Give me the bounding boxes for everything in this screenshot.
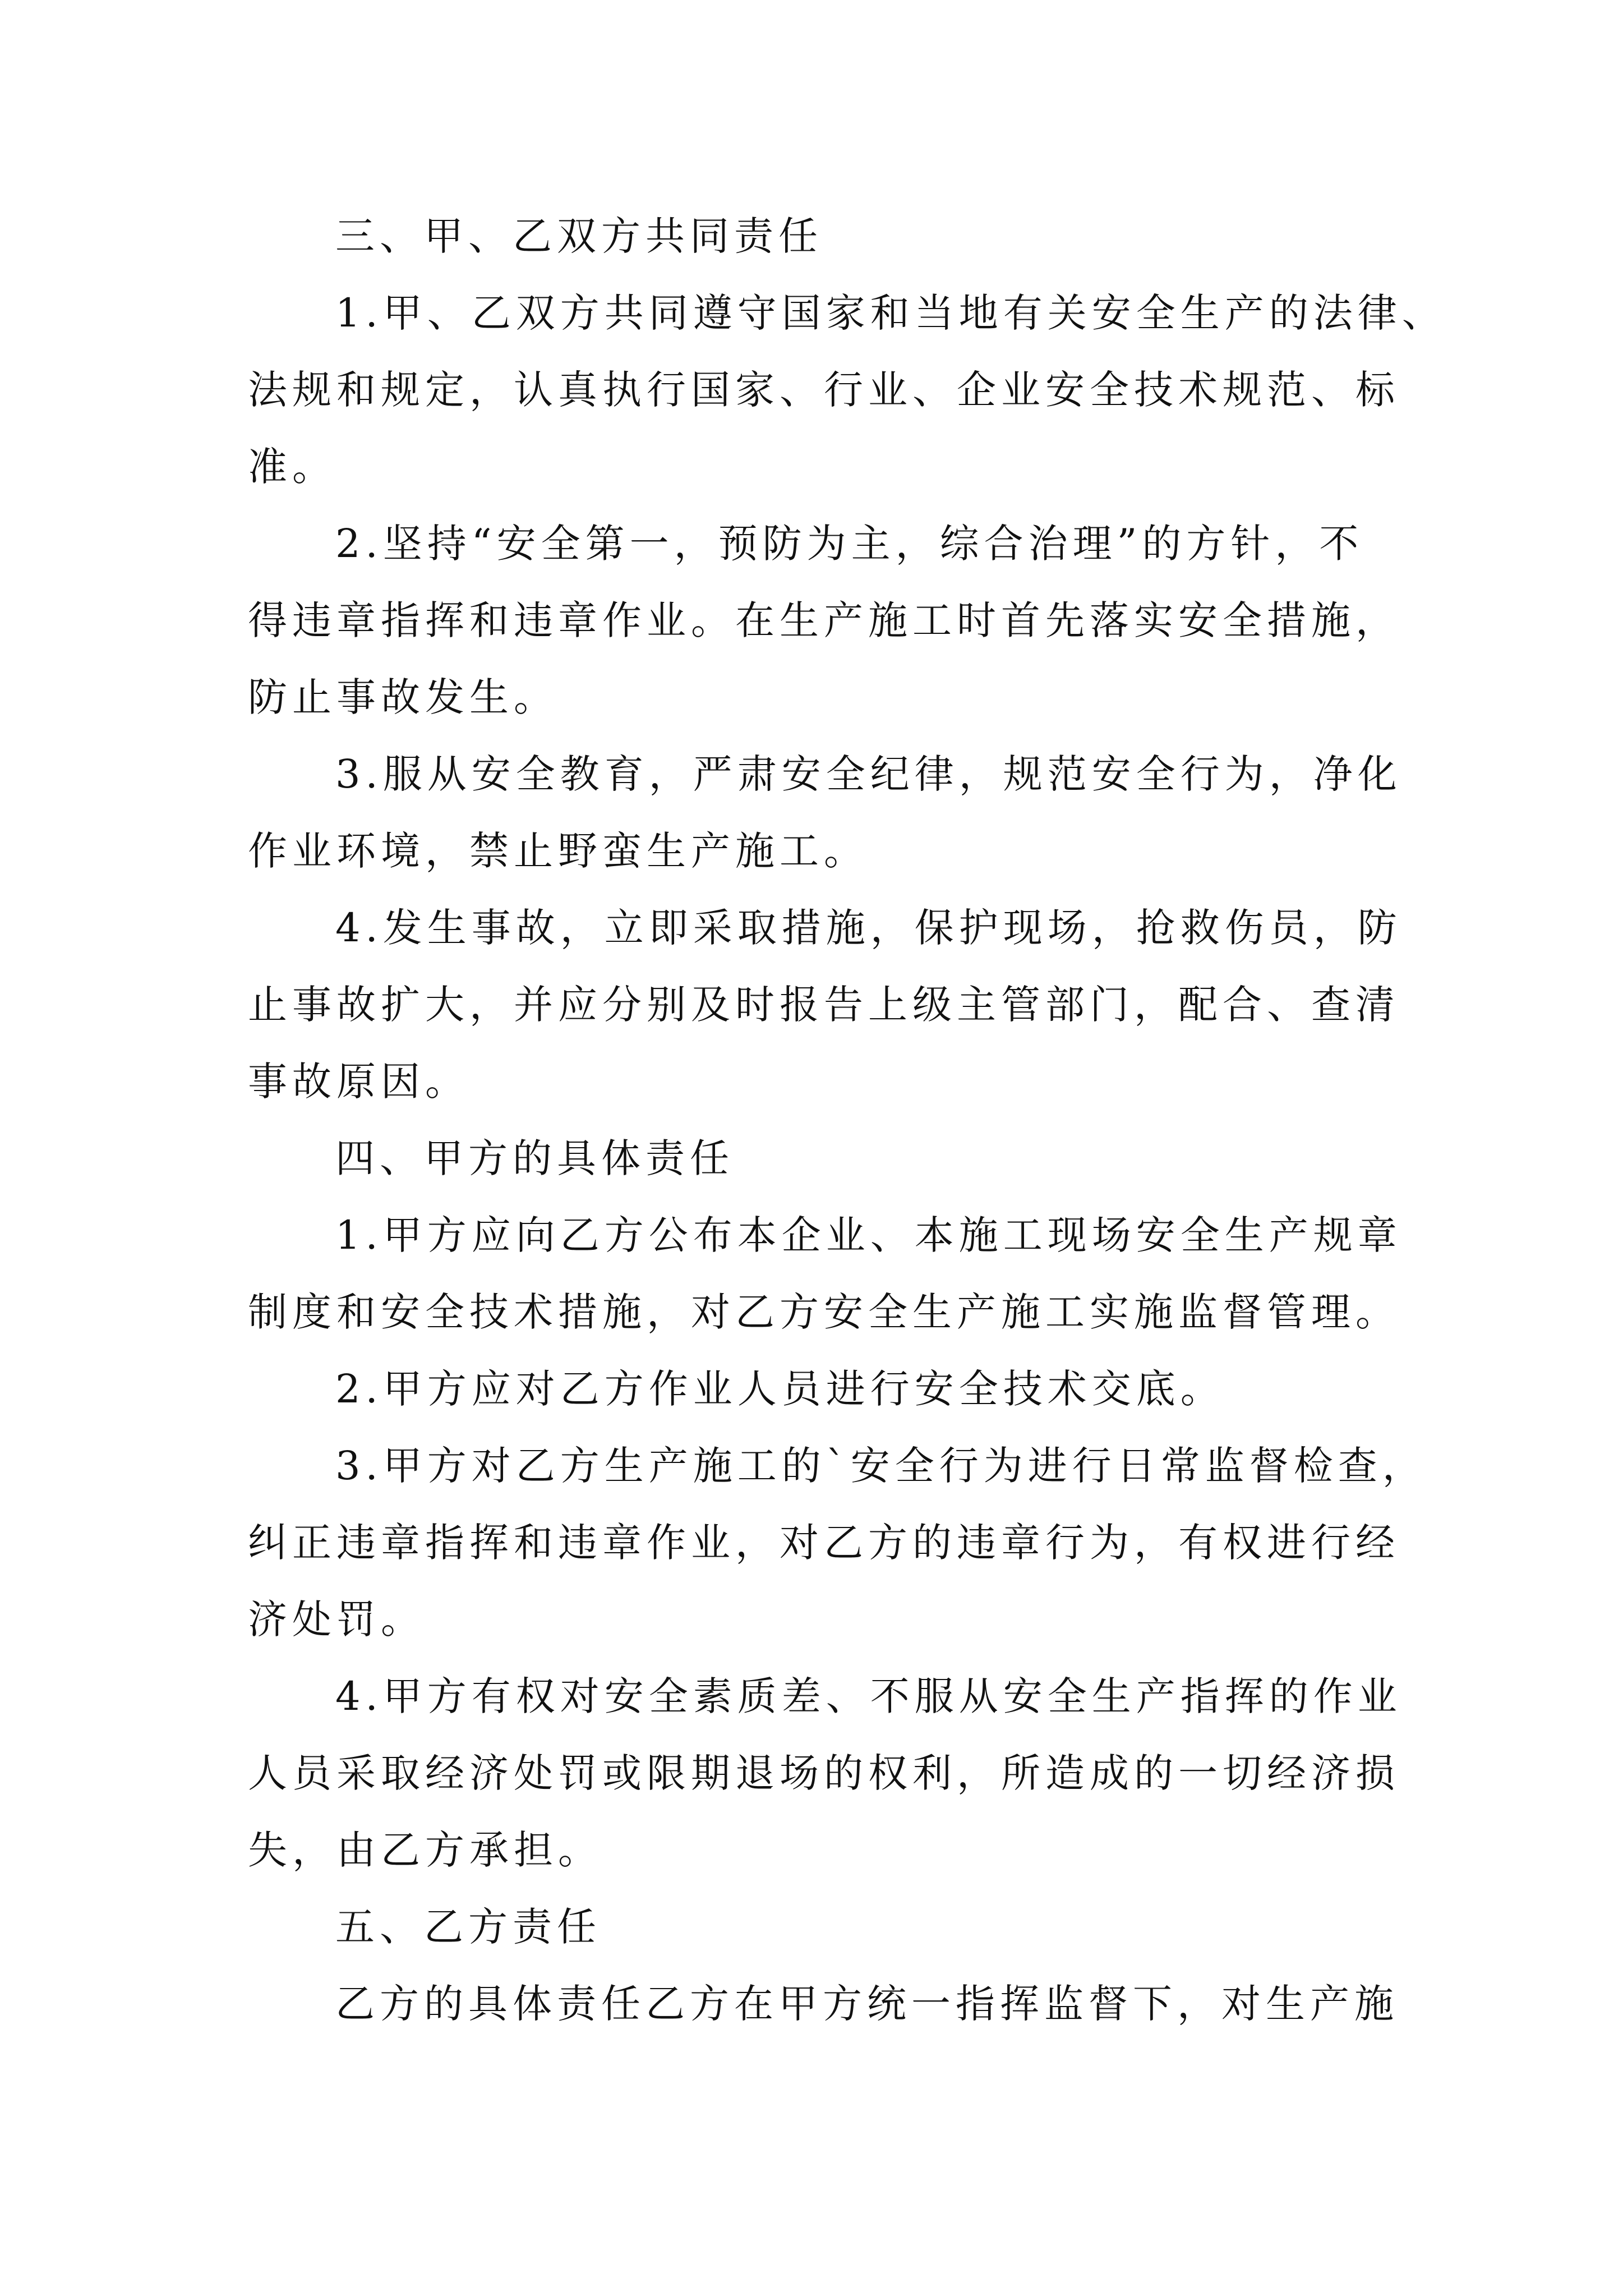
paragraph-line: 1.甲、乙双方共同遵守国家和当地有关安全生产的法律、 [335, 290, 1446, 336]
paragraph-line: 纠正违章指挥和违章作业，对乙方的违章行为，有权进行经 [248, 1520, 1400, 1566]
paragraph-line: 2.甲方应对乙方作业人员进行安全技术交底。 [335, 1366, 1225, 1412]
paragraph-line: 法规和规定，认真执行国家、行业、企业安全技术规范、标 [248, 367, 1400, 413]
paragraph-line: 4.发生事故，立即采取措施，保护现场，抢救伤员，防 [335, 905, 1402, 951]
paragraph-line: 人员采取经济处罚或限期退场的权利，所造成的一切经济损 [248, 1750, 1400, 1796]
paragraph-line: 准。 [248, 444, 336, 490]
paragraph-line: 乙方的具体责任乙方在甲方统一指挥监督下，对生产施 [335, 1981, 1399, 2027]
paragraph-line: 得违章指挥和违章作业。在生产施工时首先落实安全措施， [248, 597, 1400, 643]
paragraph-line: 止事故扩大，并应分别及时报告上级主管部门，配合、查清 [248, 982, 1400, 1028]
paragraph-line: 3.服从安全教育，严肃安全纪律，规范安全行为，净化 [335, 751, 1402, 797]
paragraph-line: 1.甲方应向乙方公布本企业、本施工现场安全生产规章 [335, 1212, 1402, 1258]
paragraph-line: 济处罚。 [248, 1596, 425, 1642]
paragraph-line: 3.甲方对乙方生产施工的`安全行为进行日常监督检查， [335, 1443, 1427, 1489]
paragraph-line: 2.坚持“安全第一，预防为主，综合治理”的方针，不 [335, 521, 1364, 567]
paragraph-line: 4.甲方有权对安全素质差、不服从安全生产指挥的作业 [335, 1673, 1402, 1719]
paragraph-line: 防止事故发生。 [248, 674, 558, 720]
paragraph-line: 失，由乙方承担。 [248, 1827, 602, 1873]
paragraph-line: 制度和安全技术措施，对乙方安全生产施工实施监督管理。 [248, 1289, 1400, 1335]
paragraph-line: 事故原因。 [248, 1059, 469, 1105]
paragraph-line: 作业环境，禁止野蛮生产施工。 [248, 828, 868, 874]
section-heading: 四、甲方的具体责任 [335, 1135, 734, 1181]
section-heading: 五、乙方责任 [335, 1904, 601, 1950]
section-heading: 三、甲、乙双方共同责任 [335, 213, 823, 259]
